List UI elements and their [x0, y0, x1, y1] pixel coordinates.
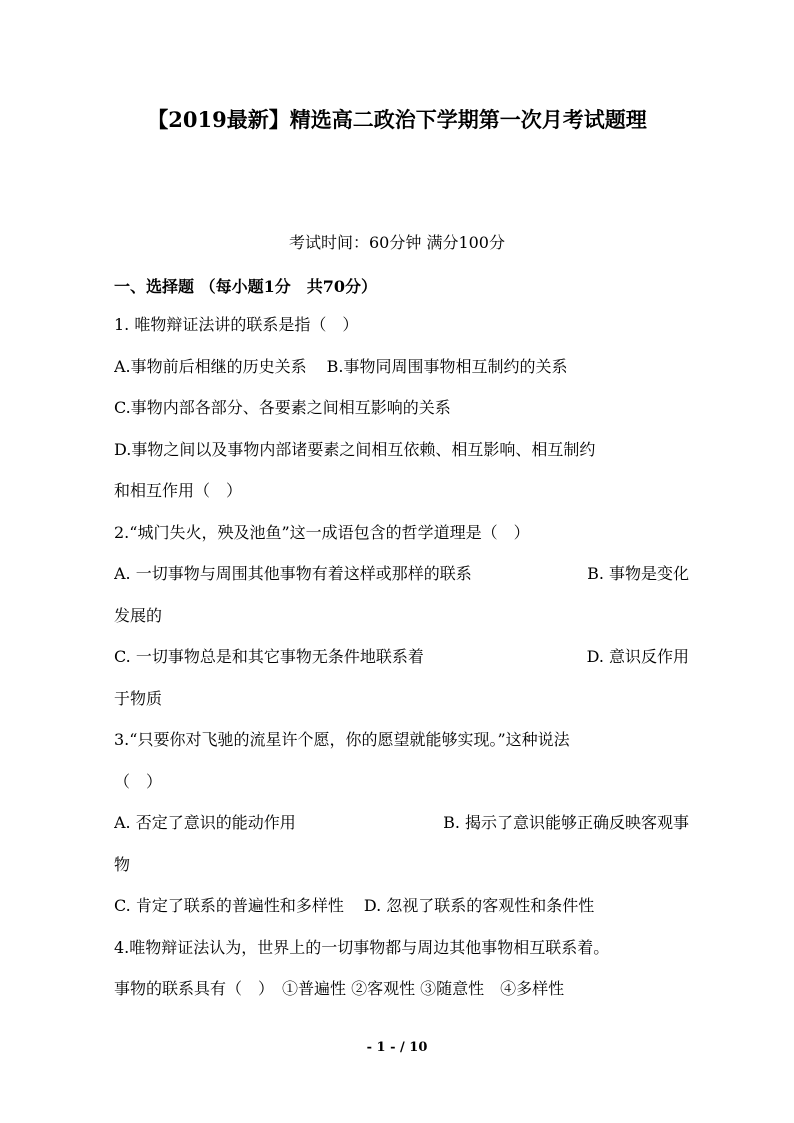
exam-info: 考试时间：60分钟 满分100分 — [289, 233, 505, 252]
question-1-stem: 1. 唯物辩证法讲的联系是指（ ） — [114, 315, 359, 334]
question-2-options-ab — [114, 559, 689, 601]
questions — [114, 310, 689, 1016]
question-1-options-ab — [114, 352, 689, 394]
question-2-option-a: A. 一切事物与周围其他事物有着这样或那样的联系 — [114, 564, 472, 583]
question-1-option-d-line1: D.事物之间以及事物内部诸要素之间相互依赖、相互影响、相互制约 — [114, 439, 596, 459]
question-4-stem-line2: 事物的联系具有（ ） ①普遍性 ②客观性 ③随意性 ④多样性 — [114, 979, 565, 998]
question-3-options-ab — [114, 808, 689, 850]
question-1-option-d-line2: 和相互作用（ ） — [114, 481, 243, 500]
question-1-option-a: A.事物前后相继的历史关系 — [114, 356, 307, 376]
question-2-stem: 2.“城门失火，殃及池鱼”这一成语包含的哲学道理是（ ） — [114, 522, 530, 542]
question-3-option-b-part2: 物 — [114, 854, 131, 874]
question-3-options-cd — [114, 891, 689, 933]
question-3-stem-line2: （ ） — [114, 771, 163, 791]
question-3-option-a: A. 否定了意识的能动作用 — [114, 813, 296, 832]
section-heading: 一、选择题 （每小题1分 共70分） — [114, 277, 377, 296]
question-3-option-d: D. 忽视了联系的客观性和条件性 — [363, 896, 595, 915]
question-2-option-b-part2: 发展的 — [114, 605, 163, 625]
question-1-option-b: B.事物同周围事物相互制约的关系 — [326, 356, 568, 376]
document-title: 【2019最新】精选高二政治下学期第一次月考试题理 — [147, 107, 647, 132]
question-2-option-c: C. 一切事物总是和其它事物无条件地联系着 — [114, 647, 424, 666]
question-2-option-d-part1: D. 意识反作用 — [586, 647, 689, 666]
question-2-option-b-part1: B. 事物是变化 — [587, 564, 689, 583]
question-1-option-c: C.事物内部各部分、各要素之间相互影响的关系 — [114, 398, 451, 417]
question-3-option-c: C. 肯定了联系的普遍性和多样性 — [114, 896, 344, 915]
page-number: - 1 - / 10 — [366, 1040, 428, 1055]
question-2-options-cd — [114, 642, 689, 684]
question-3-stem-line1: 3.“只要你对飞驰的流星许个愿，你的愿望就能够实现。”这种说法 — [114, 730, 570, 749]
question-3-option-b-part1: B. 揭示了意识能够正确反映客观事 — [443, 813, 689, 832]
question-2-option-d-part2: 于物质 — [114, 688, 163, 708]
question-4-stem-line1: 4.唯物辩证法认为，世界上的一切事物都与周边其他事物相互联系着。 — [114, 937, 610, 957]
